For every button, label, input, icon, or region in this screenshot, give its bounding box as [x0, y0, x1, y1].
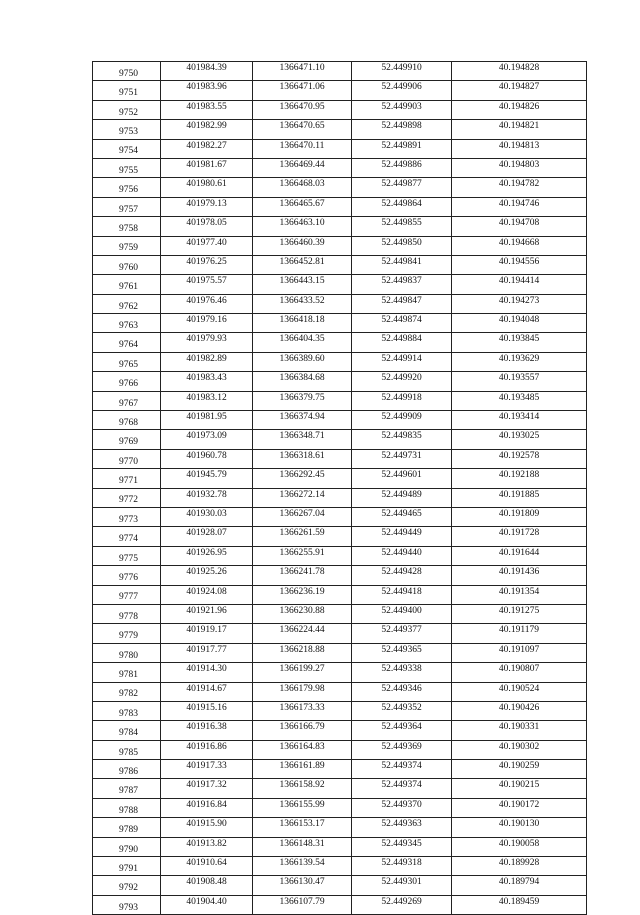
latitude-cell: 52.449909 — [352, 411, 452, 430]
x-coordinate-cell: 401979.13 — [161, 197, 253, 216]
latitude-cell: 52.449835 — [352, 430, 452, 449]
x-coordinate-cell: 401917.32 — [161, 779, 253, 798]
longitude-cell: 40.190259 — [452, 760, 587, 779]
point-id-cell: 9792 — [93, 876, 161, 895]
longitude-cell: 40.191728 — [452, 527, 587, 546]
table-row — [93, 857, 587, 876]
latitude-cell: 52.449449 — [352, 527, 452, 546]
x-coordinate-cell: 401982.89 — [161, 352, 253, 371]
latitude-cell: 52.449369 — [352, 740, 452, 759]
latitude-cell: 52.449400 — [352, 604, 452, 623]
x-coordinate-cell: 401910.64 — [161, 857, 253, 876]
y-coordinate-cell: 1366463.10 — [253, 217, 352, 236]
latitude-cell: 52.449345 — [352, 837, 452, 856]
table-row — [93, 837, 587, 856]
point-id-cell: 9781 — [93, 663, 161, 682]
y-coordinate-cell: 1366272.14 — [253, 488, 352, 507]
y-coordinate-cell: 1366158.92 — [253, 779, 352, 798]
y-coordinate-cell: 1366236.19 — [253, 585, 352, 604]
x-coordinate-cell: 401916.86 — [161, 740, 253, 759]
y-coordinate-cell: 1366433.52 — [253, 294, 352, 313]
latitude-cell: 52.449269 — [352, 895, 452, 914]
x-coordinate-cell: 401917.77 — [161, 643, 253, 662]
point-id-cell: 9755 — [93, 158, 161, 177]
table-row — [93, 740, 587, 759]
y-coordinate-cell: 1366130.47 — [253, 876, 352, 895]
x-coordinate-cell: 401976.46 — [161, 294, 253, 313]
y-coordinate-cell: 1366471.06 — [253, 81, 352, 100]
point-id-cell: 9777 — [93, 585, 161, 604]
point-id-cell: 9750 — [93, 62, 161, 81]
longitude-cell: 40.193414 — [452, 411, 587, 430]
point-id-cell: 9785 — [93, 740, 161, 759]
point-id-cell: 9770 — [93, 449, 161, 468]
longitude-cell: 40.189794 — [452, 876, 587, 895]
table-row — [93, 682, 587, 701]
longitude-cell: 40.194813 — [452, 139, 587, 158]
point-id-cell: 9763 — [93, 314, 161, 333]
table-row — [93, 798, 587, 817]
latitude-cell: 52.449374 — [352, 779, 452, 798]
latitude-cell: 52.449352 — [352, 701, 452, 720]
point-id-cell: 9765 — [93, 352, 161, 371]
point-id-cell: 9790 — [93, 837, 161, 856]
longitude-cell: 40.191179 — [452, 624, 587, 643]
latitude-cell: 52.449884 — [352, 333, 452, 352]
point-id-cell: 9756 — [93, 178, 161, 197]
x-coordinate-cell: 401981.67 — [161, 158, 253, 177]
table-row — [93, 527, 587, 546]
longitude-cell: 40.193025 — [452, 430, 587, 449]
table-row — [93, 120, 587, 139]
longitude-cell: 40.189459 — [452, 895, 587, 914]
point-id-cell: 9783 — [93, 701, 161, 720]
point-id-cell: 9767 — [93, 391, 161, 410]
x-coordinate-cell: 401975.57 — [161, 275, 253, 294]
point-id-cell: 9775 — [93, 546, 161, 565]
longitude-cell: 40.194826 — [452, 100, 587, 119]
coordinates-table-body — [93, 62, 587, 915]
y-coordinate-cell: 1366468.03 — [253, 178, 352, 197]
x-coordinate-cell: 401983.55 — [161, 100, 253, 119]
latitude-cell: 52.449465 — [352, 507, 452, 526]
latitude-cell: 52.449363 — [352, 818, 452, 837]
point-id-cell: 9764 — [93, 333, 161, 352]
x-coordinate-cell: 401960.78 — [161, 449, 253, 468]
table-row — [93, 760, 587, 779]
latitude-cell: 52.449874 — [352, 314, 452, 333]
table-row — [93, 391, 587, 410]
point-id-cell: 9788 — [93, 798, 161, 817]
longitude-cell: 40.194556 — [452, 255, 587, 274]
table-row — [93, 449, 587, 468]
longitude-cell: 40.194827 — [452, 81, 587, 100]
latitude-cell: 52.449370 — [352, 798, 452, 817]
y-coordinate-cell: 1366155.99 — [253, 798, 352, 817]
longitude-cell: 40.193629 — [452, 352, 587, 371]
point-id-cell: 9752 — [93, 100, 161, 119]
latitude-cell: 52.449898 — [352, 120, 452, 139]
y-coordinate-cell: 1366374.94 — [253, 411, 352, 430]
table-row — [93, 430, 587, 449]
point-id-cell: 9769 — [93, 430, 161, 449]
x-coordinate-cell: 401913.82 — [161, 837, 253, 856]
y-coordinate-cell: 1366148.31 — [253, 837, 352, 856]
y-coordinate-cell: 1366292.45 — [253, 469, 352, 488]
longitude-cell: 40.190331 — [452, 721, 587, 740]
table-row — [93, 178, 587, 197]
x-coordinate-cell: 401917.33 — [161, 760, 253, 779]
point-id-cell: 9786 — [93, 760, 161, 779]
longitude-cell: 40.191275 — [452, 604, 587, 623]
y-coordinate-cell: 1366470.11 — [253, 139, 352, 158]
point-id-cell: 9759 — [93, 236, 161, 255]
table-row — [93, 139, 587, 158]
longitude-cell: 40.190058 — [452, 837, 587, 856]
latitude-cell: 52.449346 — [352, 682, 452, 701]
point-id-cell: 9787 — [93, 779, 161, 798]
y-coordinate-cell: 1366179.98 — [253, 682, 352, 701]
x-coordinate-cell: 401908.48 — [161, 876, 253, 895]
latitude-cell: 52.449910 — [352, 62, 452, 81]
y-coordinate-cell: 1366348.71 — [253, 430, 352, 449]
x-coordinate-cell: 401983.43 — [161, 372, 253, 391]
longitude-cell: 40.191809 — [452, 507, 587, 526]
latitude-cell: 52.449301 — [352, 876, 452, 895]
point-id-cell: 9778 — [93, 604, 161, 623]
y-coordinate-cell: 1366139.54 — [253, 857, 352, 876]
latitude-cell: 52.449864 — [352, 197, 452, 216]
x-coordinate-cell: 401981.95 — [161, 411, 253, 430]
x-coordinate-cell: 401979.16 — [161, 314, 253, 333]
x-coordinate-cell: 401945.79 — [161, 469, 253, 488]
table-row — [93, 469, 587, 488]
latitude-cell: 52.449850 — [352, 236, 452, 255]
latitude-cell: 52.449731 — [352, 449, 452, 468]
point-id-cell: 9782 — [93, 682, 161, 701]
table-row — [93, 818, 587, 837]
x-coordinate-cell: 401980.61 — [161, 178, 253, 197]
longitude-cell: 40.190524 — [452, 682, 587, 701]
point-id-cell: 9793 — [93, 895, 161, 914]
point-id-cell: 9760 — [93, 255, 161, 274]
x-coordinate-cell: 401979.93 — [161, 333, 253, 352]
y-coordinate-cell: 1366465.67 — [253, 197, 352, 216]
point-id-cell: 9784 — [93, 721, 161, 740]
longitude-cell: 40.194782 — [452, 178, 587, 197]
latitude-cell: 52.449920 — [352, 372, 452, 391]
latitude-cell: 52.449440 — [352, 546, 452, 565]
point-id-cell: 9776 — [93, 566, 161, 585]
x-coordinate-cell: 401983.96 — [161, 81, 253, 100]
point-id-cell: 9761 — [93, 275, 161, 294]
latitude-cell: 52.449906 — [352, 81, 452, 100]
point-id-cell: 9771 — [93, 469, 161, 488]
y-coordinate-cell: 1366107.79 — [253, 895, 352, 914]
y-coordinate-cell: 1366404.35 — [253, 333, 352, 352]
y-coordinate-cell: 1366241.78 — [253, 566, 352, 585]
table-row — [93, 100, 587, 119]
longitude-cell: 40.194828 — [452, 62, 587, 81]
x-coordinate-cell: 401916.38 — [161, 721, 253, 740]
point-id-cell: 9791 — [93, 857, 161, 876]
latitude-cell: 52.449841 — [352, 255, 452, 274]
table-row — [93, 507, 587, 526]
latitude-cell: 52.449318 — [352, 857, 452, 876]
longitude-cell: 40.194708 — [452, 217, 587, 236]
latitude-cell: 52.449914 — [352, 352, 452, 371]
longitude-cell: 40.190215 — [452, 779, 587, 798]
coordinates-table — [92, 61, 587, 915]
longitude-cell: 40.192188 — [452, 469, 587, 488]
table-row — [93, 236, 587, 255]
latitude-cell: 52.449374 — [352, 760, 452, 779]
table-row — [93, 62, 587, 81]
longitude-cell: 40.191644 — [452, 546, 587, 565]
latitude-cell: 52.449365 — [352, 643, 452, 662]
x-coordinate-cell: 401976.25 — [161, 255, 253, 274]
x-coordinate-cell: 401973.09 — [161, 430, 253, 449]
table-row — [93, 81, 587, 100]
longitude-cell: 40.194821 — [452, 120, 587, 139]
y-coordinate-cell: 1366166.79 — [253, 721, 352, 740]
point-id-cell: 9774 — [93, 527, 161, 546]
y-coordinate-cell: 1366452.81 — [253, 255, 352, 274]
table-row — [93, 372, 587, 391]
latitude-cell: 52.449877 — [352, 178, 452, 197]
longitude-cell: 40.190302 — [452, 740, 587, 759]
x-coordinate-cell: 401926.95 — [161, 546, 253, 565]
x-coordinate-cell: 401982.27 — [161, 139, 253, 158]
y-coordinate-cell: 1366224.44 — [253, 624, 352, 643]
y-coordinate-cell: 1366218.88 — [253, 643, 352, 662]
latitude-cell: 52.449489 — [352, 488, 452, 507]
x-coordinate-cell: 401983.12 — [161, 391, 253, 410]
table-row — [93, 275, 587, 294]
table-row — [93, 352, 587, 371]
table-row — [93, 217, 587, 236]
latitude-cell: 52.449418 — [352, 585, 452, 604]
longitude-cell: 40.193557 — [452, 372, 587, 391]
longitude-cell: 40.191436 — [452, 566, 587, 585]
table-row — [93, 721, 587, 740]
latitude-cell: 52.449428 — [352, 566, 452, 585]
y-coordinate-cell: 1366418.18 — [253, 314, 352, 333]
table-row — [93, 411, 587, 430]
table-row — [93, 333, 587, 352]
point-id-cell: 9766 — [93, 372, 161, 391]
y-coordinate-cell: 1366199.27 — [253, 663, 352, 682]
y-coordinate-cell: 1366230.88 — [253, 604, 352, 623]
x-coordinate-cell: 401919.17 — [161, 624, 253, 643]
y-coordinate-cell: 1366470.65 — [253, 120, 352, 139]
y-coordinate-cell: 1366384.68 — [253, 372, 352, 391]
longitude-cell: 40.194803 — [452, 158, 587, 177]
table-row — [93, 701, 587, 720]
latitude-cell: 52.449377 — [352, 624, 452, 643]
point-id-cell: 9780 — [93, 643, 161, 662]
x-coordinate-cell: 401915.90 — [161, 818, 253, 837]
x-coordinate-cell: 401924.08 — [161, 585, 253, 604]
table-row — [93, 643, 587, 662]
longitude-cell: 40.194414 — [452, 275, 587, 294]
longitude-cell: 40.191097 — [452, 643, 587, 662]
longitude-cell: 40.190172 — [452, 798, 587, 817]
table-row — [93, 663, 587, 682]
point-id-cell: 9754 — [93, 139, 161, 158]
table-row — [93, 314, 587, 333]
latitude-cell: 52.449837 — [352, 275, 452, 294]
longitude-cell: 40.193485 — [452, 391, 587, 410]
table-row — [93, 604, 587, 623]
point-id-cell: 9772 — [93, 488, 161, 507]
latitude-cell: 52.449903 — [352, 100, 452, 119]
y-coordinate-cell: 1366470.95 — [253, 100, 352, 119]
longitude-cell: 40.194048 — [452, 314, 587, 333]
y-coordinate-cell: 1366261.59 — [253, 527, 352, 546]
x-coordinate-cell: 401977.40 — [161, 236, 253, 255]
point-id-cell: 9779 — [93, 624, 161, 643]
latitude-cell: 52.449855 — [352, 217, 452, 236]
y-coordinate-cell: 1366379.75 — [253, 391, 352, 410]
point-id-cell: 9758 — [93, 217, 161, 236]
table-row — [93, 779, 587, 798]
table-row — [93, 624, 587, 643]
x-coordinate-cell: 401914.30 — [161, 663, 253, 682]
latitude-cell: 52.449601 — [352, 469, 452, 488]
latitude-cell: 52.449364 — [352, 721, 452, 740]
x-coordinate-cell: 401916.84 — [161, 798, 253, 817]
x-coordinate-cell: 401904.40 — [161, 895, 253, 914]
table-row — [93, 255, 587, 274]
y-coordinate-cell: 1366460.39 — [253, 236, 352, 255]
y-coordinate-cell: 1366471.10 — [253, 62, 352, 81]
y-coordinate-cell: 1366153.17 — [253, 818, 352, 837]
x-coordinate-cell: 401930.03 — [161, 507, 253, 526]
table-row — [93, 876, 587, 895]
longitude-cell: 40.190807 — [452, 663, 587, 682]
table-row — [93, 158, 587, 177]
longitude-cell: 40.189928 — [452, 857, 587, 876]
latitude-cell: 52.449338 — [352, 663, 452, 682]
x-coordinate-cell: 401984.39 — [161, 62, 253, 81]
longitude-cell: 40.193845 — [452, 333, 587, 352]
longitude-cell: 40.194273 — [452, 294, 587, 313]
point-id-cell: 9753 — [93, 120, 161, 139]
x-coordinate-cell: 401928.07 — [161, 527, 253, 546]
longitude-cell: 40.191885 — [452, 488, 587, 507]
latitude-cell: 52.449891 — [352, 139, 452, 158]
y-coordinate-cell: 1366318.61 — [253, 449, 352, 468]
y-coordinate-cell: 1366443.15 — [253, 275, 352, 294]
y-coordinate-cell: 1366173.33 — [253, 701, 352, 720]
table-row — [93, 566, 587, 585]
y-coordinate-cell: 1366255.91 — [253, 546, 352, 565]
x-coordinate-cell: 401932.78 — [161, 488, 253, 507]
latitude-cell: 52.449847 — [352, 294, 452, 313]
longitude-cell: 40.194746 — [452, 197, 587, 216]
x-coordinate-cell: 401914.67 — [161, 682, 253, 701]
y-coordinate-cell: 1366267.04 — [253, 507, 352, 526]
longitude-cell: 40.190426 — [452, 701, 587, 720]
table-row — [93, 294, 587, 313]
point-id-cell: 9751 — [93, 81, 161, 100]
longitude-cell: 40.190130 — [452, 818, 587, 837]
table-row — [93, 585, 587, 604]
y-coordinate-cell: 1366469.44 — [253, 158, 352, 177]
y-coordinate-cell: 1366164.83 — [253, 740, 352, 759]
point-id-cell: 9762 — [93, 294, 161, 313]
table-row — [93, 197, 587, 216]
table-row — [93, 488, 587, 507]
x-coordinate-cell: 401978.05 — [161, 217, 253, 236]
point-id-cell: 9757 — [93, 197, 161, 216]
x-coordinate-cell: 401915.16 — [161, 701, 253, 720]
x-coordinate-cell: 401925.26 — [161, 566, 253, 585]
y-coordinate-cell: 1366389.60 — [253, 352, 352, 371]
longitude-cell: 40.191354 — [452, 585, 587, 604]
point-id-cell: 9789 — [93, 818, 161, 837]
y-coordinate-cell: 1366161.89 — [253, 760, 352, 779]
point-id-cell: 9768 — [93, 411, 161, 430]
latitude-cell: 52.449918 — [352, 391, 452, 410]
point-id-cell: 9773 — [93, 507, 161, 526]
longitude-cell: 40.194668 — [452, 236, 587, 255]
latitude-cell: 52.449886 — [352, 158, 452, 177]
x-coordinate-cell: 401921.96 — [161, 604, 253, 623]
longitude-cell: 40.192578 — [452, 449, 587, 468]
table-row — [93, 546, 587, 565]
x-coordinate-cell: 401982.99 — [161, 120, 253, 139]
